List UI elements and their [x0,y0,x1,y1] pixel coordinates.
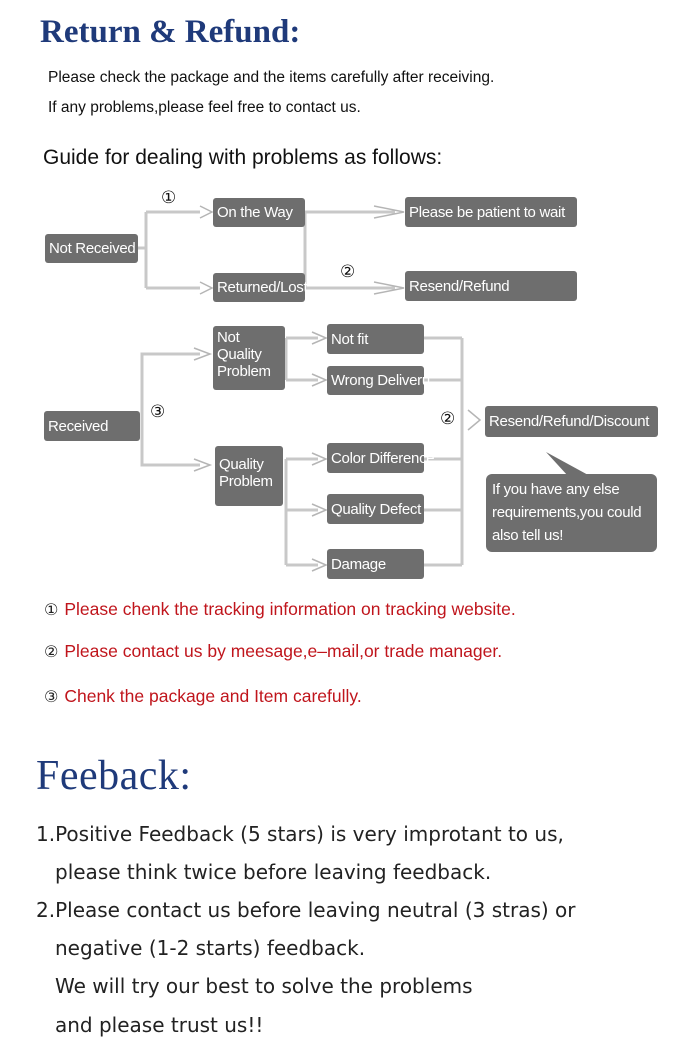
box-returned-lost: Returned/Lost [213,273,305,302]
note-3 [44,686,362,707]
guide-heading: Guide for dealing with problems as follows: [43,146,443,169]
note-2-number: ② [44,642,59,661]
mark-2-top: ② [340,262,356,282]
mark-1: ① [161,188,177,208]
bubble-line-1: If you have any else [492,481,620,498]
feedback-line-3: 2.Please contact us before leaving neutral (3 stras) or [36,898,576,922]
box-received: Received [44,411,140,441]
mark-2-right: ② [440,409,456,429]
box-be-patient: Please be patient to wait [405,197,577,227]
feedback-line-2: please think twice before leaving feedback. [55,860,492,884]
feedback-line-1: 1.Positive Feedback (5 stars) is very improtant to us, [36,822,564,846]
quality-text [219,456,273,490]
quality-line-2: Problem [219,473,273,490]
mark-3: ③ [150,402,166,422]
feedback-line-4: negative (1-2 starts) feedback. [55,936,366,960]
note-2-text: Please contact us by meesage,e–mail,or trade manager. [64,641,503,661]
note-1-text: Please chenk the tracking information on tracking website. [64,599,516,619]
box-damage: Damage [327,549,424,579]
quality-line-1: Quality [219,456,264,473]
note-3-number: ③ [44,687,59,706]
feedback-title: Feeback: [36,753,192,799]
box-wrong-delivery: Wrong Deliveru [327,366,424,395]
note-1 [44,599,516,620]
not-quality-text [217,329,271,380]
box-quality-defect: Quality Defect [327,494,424,524]
page-title: Return & Refund: [40,14,301,50]
intro-line-1: Please check the package and the items carefully after receiving. [48,69,495,86]
note-2 [44,641,502,662]
not-quality-line-2: Quality [217,346,262,363]
speech-bubble [486,474,657,552]
box-not-fit: Not fit [327,324,424,354]
bubble-line-2: requirements,you could [492,504,642,521]
not-quality-line-1: Not [217,329,240,346]
box-resend-refund-discount: Resend/Refund/Discount [485,406,658,437]
box-not-received: Not Received [45,234,138,263]
note-1-number: ① [44,600,59,619]
intro-line-2: If any problems,please feel free to contact us. [48,99,361,116]
bubble-line-3: also tell us! [492,527,564,544]
box-not-quality-problem [213,326,285,390]
box-quality-problem [215,446,283,506]
not-quality-line-3: Problem [217,363,271,380]
box-on-the-way: On the Way [213,198,305,227]
feedback-line-5: We will try our best to solve the problems [55,974,473,998]
feedback-line-6: and please trust us!! [55,1013,264,1037]
note-3-text: Chenk the package and Item carefully. [64,686,362,706]
box-color-difference: Color Difference [327,443,424,473]
box-resend-refund: Resend/Refund [405,271,577,301]
